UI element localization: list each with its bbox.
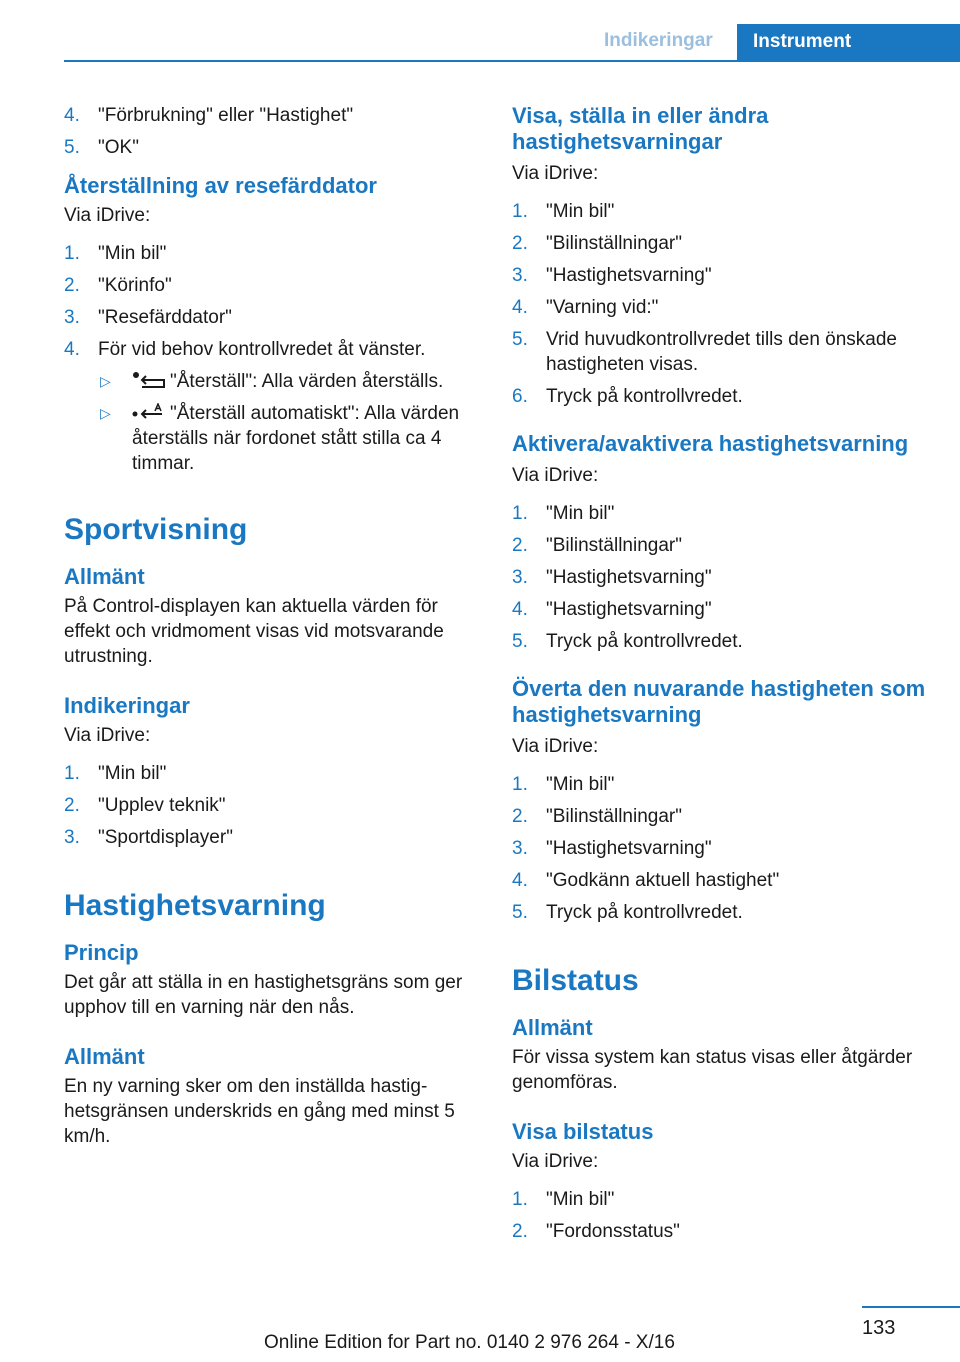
- list-item: 2. "Bilinställningar": [512, 806, 682, 827]
- header-tab-indikeringar[interactable]: Indikeringar: [604, 30, 713, 51]
- list-item: 3. "Resefärddator": [64, 307, 232, 328]
- list-item: 1. "Min bil": [64, 763, 167, 784]
- status-view-via: Via iDrive:: [512, 1151, 599, 1172]
- page-number: 133: [862, 1317, 896, 1339]
- list-item: 2. "Bilinställningar": [512, 535, 682, 556]
- status-view-steps: [512, 1187, 937, 1244]
- status-general-heading: Allmänt: [512, 1015, 593, 1040]
- list-item: 5. Tryck på kontrollvredet.: [512, 902, 743, 923]
- list-item: 2. "Bilinställningar": [512, 233, 682, 254]
- bullet-triangle-icon: ▷: [100, 373, 111, 389]
- header-rule: [64, 60, 960, 62]
- list-item: 4. "Hastighetsvarning": [512, 599, 712, 620]
- list-item: 1. "Min bil": [512, 774, 615, 795]
- transfer-via: Via iDrive:: [512, 736, 599, 757]
- list-item: 4. "Godkänn aktuell hastighet": [512, 870, 780, 891]
- list-item: 2. "Körinfo": [64, 275, 172, 296]
- footer-rule: [862, 1306, 960, 1308]
- status-title: Bilstatus: [512, 964, 639, 997]
- transfer-heading: Överta den nuvarande hastigheten som hastighetsvarning: [512, 676, 926, 727]
- sport-ind-via: Via iDrive:: [64, 725, 151, 746]
- sport-title: Sportvisning: [64, 513, 248, 546]
- bullet-triangle-icon: ▷: [100, 405, 111, 421]
- list-item: ▷ "Återställ": Alla värden återställs.: [100, 371, 444, 392]
- list-item: 3. "Sportdisplayer": [64, 827, 233, 848]
- header-tab-instrument[interactable]: Instrument: [737, 24, 960, 62]
- reset-icon: [132, 371, 166, 389]
- left-column: [64, 103, 484, 1149]
- list-item: 4. För vid behov kontrollvredet åt vänster.: [64, 339, 426, 360]
- status-general-text: För vissa system kan status visas eller åtgärder genomföras.: [512, 1047, 913, 1093]
- reset-options: [64, 369, 484, 476]
- list-item: 1. "Min bil": [512, 1189, 615, 1210]
- list-item: 4. "Varning vid:": [512, 297, 659, 318]
- list-item: 5. Vrid huvudkontrollvredet tills den önskade hastigheten visas.: [512, 329, 897, 375]
- list-item: 4. "Förbrukning" eller "Hastighet": [64, 105, 354, 126]
- speed-title: Hastighetsvarning: [64, 889, 326, 922]
- list-item: 6. Tryck på kontrollvredet.: [512, 386, 743, 407]
- reset-via: Via iDrive:: [64, 205, 151, 226]
- view-via: Via iDrive:: [512, 163, 599, 184]
- list-item: 5. "OK": [64, 137, 139, 158]
- list-item: 3. "Hastighetsvarning": [512, 567, 712, 588]
- right-column: [512, 103, 937, 1251]
- list-continued: [64, 103, 484, 160]
- list-item: 1. "Min bil": [512, 201, 615, 222]
- activate-via: Via iDrive:: [512, 465, 599, 486]
- transfer-steps: [512, 772, 937, 925]
- footer-edition: Online Edition for Part no. 0140 2 976 264 - X/16: [264, 1332, 675, 1353]
- activate-steps: [512, 501, 937, 654]
- speed-general-heading: Allmänt: [64, 1044, 145, 1069]
- sport-ind-heading: Indikeringar: [64, 693, 190, 718]
- reset-auto-icon: [132, 403, 166, 421]
- view-heading: Visa, ställa in eller ändra hastighetsvarningar: [512, 103, 769, 154]
- list-item: ▷ "Återställ automatiskt": Alla värden återställs när fordonet stått stilla ca 4 timmar.: [100, 403, 460, 474]
- view-steps: [512, 199, 937, 409]
- list-item: 3. "Hastighetsvarning": [512, 265, 712, 286]
- speed-general-text: En ny varning sker om den inställda hastighetsgränsen underskrids en gång med minst 5 km/h.: [64, 1076, 455, 1147]
- reset-steps: [64, 241, 484, 362]
- principle-heading: Princip: [64, 940, 139, 965]
- list-item: 2. "Fordonsstatus": [512, 1221, 680, 1242]
- list-item: 2. "Upplev teknik": [64, 795, 226, 816]
- list-item: 5. Tryck på kontrollvredet.: [512, 631, 743, 652]
- principle-text: Det går att ställa in en hastighetsgräns som ger upphov till en varning när den nås.: [64, 972, 463, 1018]
- sport-general-heading: Allmänt: [64, 564, 145, 589]
- list-item: 1. "Min bil": [64, 243, 167, 264]
- list-item: 1. "Min bil": [512, 503, 615, 524]
- list-item: 3. "Hastighetsvarning": [512, 838, 712, 859]
- sport-general-text: På Control-displayen kan aktuella värden för effekt och vridmoment visas vid motsvarande utrustning.: [64, 596, 444, 667]
- activate-heading: Aktivera/avaktivera hastighetsvarning: [512, 431, 909, 456]
- status-view-heading: Visa bilstatus: [512, 1119, 654, 1144]
- reset-heading: Återställning av resefärddator: [64, 173, 377, 198]
- sport-ind-steps: [64, 761, 484, 850]
